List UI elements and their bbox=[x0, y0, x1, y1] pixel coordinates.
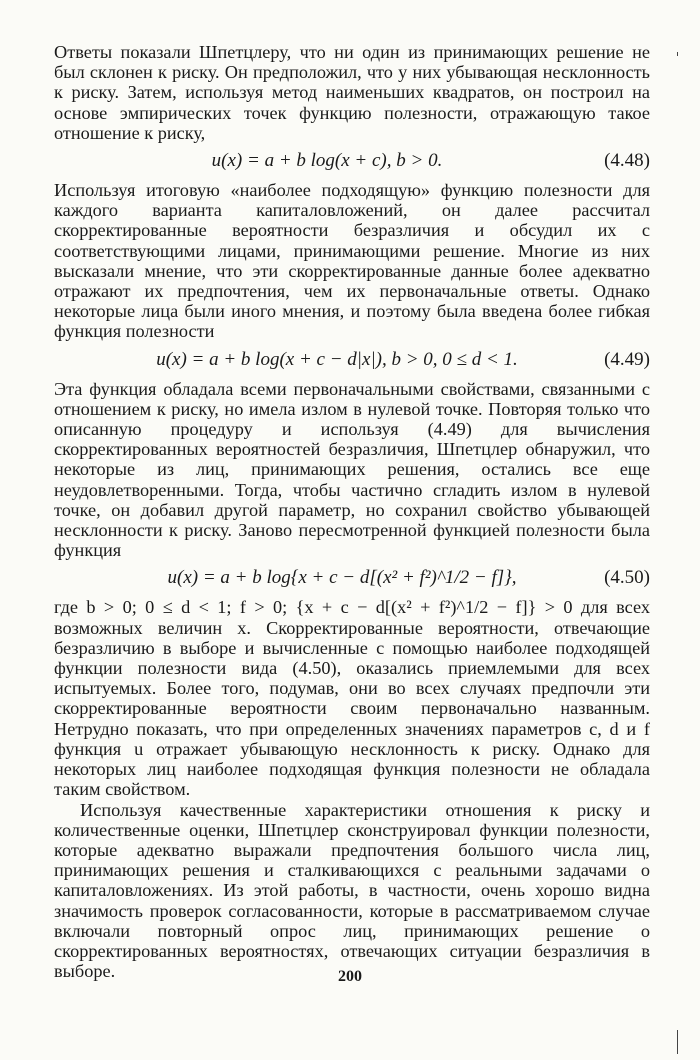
page-body bbox=[54, 42, 650, 981]
equation-formula: u(x) = a + b log(x + c), b > 0. bbox=[211, 150, 443, 172]
equation-number: (4.50) bbox=[604, 567, 650, 589]
page-number: 200 bbox=[338, 968, 362, 985]
equation-formula: u(x) = a + b log{x + c − d[(x² + f²)^1/2 − f]}, bbox=[167, 567, 517, 589]
scan-mark bbox=[677, 52, 678, 56]
paragraph-5: Используя качественные характеристики отношения к риску и количественные оценки, Шпетцлер сконструировал функции полезности, которые адекватно выражали предпочтения большого числа лиц, принимающих решения и сталкивающихся с реальными задачами о капиталовложениях. Из этой работы, в частности, очень хорошо видна значимость проверок согласованности, которые в рассматриваемом случае включали повторный опрос лиц, принимающих решение о скорректированных вероятностях, отвечающих ситуации безразличия в выборе. bbox=[54, 799, 650, 982]
paragraph-3: Эта функция обладала всеми первоначальными свойствами, связанными с отношением к риску, но имела излом в нулевой точке. Повторяя только что описанную процедуру и используя (4.49) для вычисления скорректированных вероятностей безразличия, Шпетцлер обнаружил, что некоторые из лиц, принимающих решения, остались все еще неудовлетворенными. Тогда, чтобы частично сгладить излом в нулевой точке, он добавил другой параметр, но сохранил свойство убывающей несклонности к риску. Заново пересмотренной функцией полезности была функция bbox=[54, 378, 650, 561]
equation-formula: u(x) = a + b log(x + c − d|x|), b > 0, 0 ≤ d < 1. bbox=[156, 348, 518, 370]
equation-4-50 bbox=[54, 563, 650, 593]
equation-number: (4.49) bbox=[604, 348, 650, 370]
equation-4-49 bbox=[54, 345, 650, 375]
equation-number: (4.48) bbox=[604, 150, 650, 172]
paragraph-4: где b > 0; 0 ≤ d < 1; f > 0; {x + c − d[(x² + f²)^1/2 − f]} > 0 для всех возможных величин x. Скорректированные вероятности, отвечающие безразличию в выборе и вычисленные с помощью наиболее подходящей функции полезности вида (4.50), оказались приемлемыми для всех испытуемых. Более того, подумав, они во всех случаях предпочли эти скорректированные вероятности своим первоначально названным. Нетрудно показать, что при определенных значениях параметров c, d и f функция u отражает убывающую несклонность к риску. Однако для некоторых лиц наиболее подходящая функция полезности не обладала таким свойством. bbox=[54, 597, 650, 800]
scan-mark bbox=[677, 1030, 678, 1054]
paragraph-2: Используя итоговую «наиболее подходящую» функцию полезности для каждого варианта капиталовложений, он далее рассчитал скорректированные вероятности безразличия и обсудил их с соответствующими лицами, принимающими решение. Многие из них высказали мнение, что эти скорректированные данные более адекватно отражают их предпочтения, чем их первоначальные ответы. Однако некоторые лица были иного мнения, и поэтому была введена более гибкая функция полезности bbox=[54, 180, 650, 342]
paragraph-1: Ответы показали Шпетцлеру, что ни один из принимающих решение не был склонен к риску. Он предположил, что у них убывающая несклонность к риску. Затем, используя метод наименьших квадратов, он построил на основе эмпирических точек функцию полезности, отражающую такое отношение к риску, bbox=[54, 42, 650, 143]
equation-4-48 bbox=[54, 146, 650, 176]
